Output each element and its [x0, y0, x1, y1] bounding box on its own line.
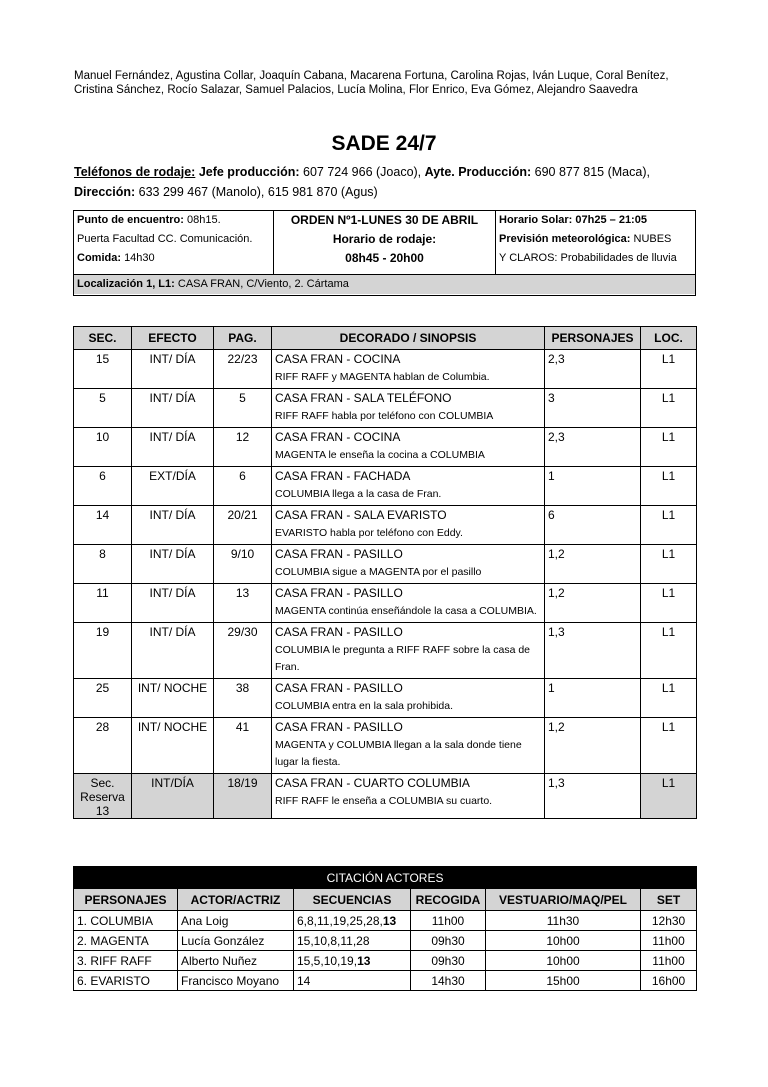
scene-personajes: 3 — [545, 389, 641, 428]
scenes-table — [73, 326, 697, 819]
actor-secuencias: 15,10,8,11,28 — [297, 933, 370, 948]
scene-decorado-cell — [272, 545, 545, 584]
scene-personajes: 1 — [545, 679, 641, 718]
forecast-line2: Y CLAROS: Probabilidades de lluvia — [499, 252, 677, 264]
scene-loc: L1 — [641, 506, 697, 545]
scene-personajes: 6 — [545, 506, 641, 545]
actor-vestuario: 15h00 — [486, 971, 641, 991]
col-actor: ACTOR/ACTRIZ — [178, 889, 294, 911]
scene-loc: L1 — [641, 545, 697, 584]
page-title: SADE 24/7 — [331, 132, 437, 155]
jefe-label: Jefe producción: — [198, 165, 300, 179]
actor-name: Ana Loig — [178, 911, 294, 931]
actor-row — [74, 911, 697, 931]
meal-label: Comida: — [77, 252, 121, 264]
col-secuencias: SECUENCIAS — [294, 889, 411, 911]
scene-pag: 9/10 — [214, 545, 272, 584]
actor-personaje: 3. RIFF RAFF — [74, 951, 178, 971]
scene-sinopsis: EVARISTO habla por teléfono con Eddy. — [275, 527, 463, 539]
scene-pag: 13 — [214, 584, 272, 623]
scene-pag: 38 — [214, 679, 272, 718]
direccion-value: 633 299 467 (Manolo), 615 981 870 (Agus) — [138, 184, 378, 199]
actor-name: Francisco Moyano — [178, 971, 294, 991]
scene-loc: L1 — [641, 389, 697, 428]
scene-decorado-cell — [272, 623, 545, 679]
actors-header-row — [74, 889, 697, 911]
crew-list: Manuel Fernández, Agustina Collar, Joaquín Cabana, Macarena Fortuna, Carolina Rojas, Iván Luque, Coral Benítez, Cristina Sánchez, Rocío Salazar, Samuel Palacios, Lucía Molina, Flor Enrico, Eva Gómez, Alejandro Saavedra — [74, 70, 669, 96]
scene-efecto: INT/ DÍA — [132, 428, 214, 467]
actor-secuencias: 6,8,11,19,25,28, — [297, 913, 383, 928]
actor-recogida: 09h30 — [411, 951, 486, 971]
ayte-value: 690 877 815 (Maca), — [534, 165, 650, 179]
scene-row — [74, 584, 697, 623]
location-label: Localización 1, L1: — [77, 278, 175, 290]
scene-efecto: INT/ NOCHE — [132, 718, 214, 774]
scene-sec: 28 — [74, 718, 132, 774]
col-set: SET — [641, 889, 697, 911]
scene-decorado-cell — [272, 679, 545, 718]
col-sec: SEC. — [74, 327, 132, 350]
actor-secuencias-cell — [294, 911, 411, 931]
scene-sec: 14 — [74, 506, 132, 545]
meeting-value: 08h15. — [187, 214, 221, 226]
scene-pag: 12 — [214, 428, 272, 467]
solar-label: Horario Solar: 07h25 – 21:05 — [499, 214, 647, 226]
scene-pag: 22/23 — [214, 350, 272, 389]
col-recogida: RECOGIDA — [411, 889, 486, 911]
scene-decorado: CASA FRAN - COCINA — [275, 352, 401, 366]
scene-sec: 15 — [74, 350, 132, 389]
scene-loc: L1 — [641, 428, 697, 467]
actor-name: Alberto Nuñez — [178, 951, 294, 971]
scene-personajes: 2,3 — [545, 428, 641, 467]
col-decorado: DECORADO / SINOPSIS — [272, 327, 545, 350]
phone-block — [74, 163, 704, 202]
scene-sinopsis: MAGENTA continúa enseñándole la casa a COLUMBIA. — [275, 605, 537, 617]
scene-pag: 41 — [214, 718, 272, 774]
scene-decorado-cell — [272, 428, 545, 467]
scene-efecto: INT/ DÍA — [132, 350, 214, 389]
scene-row — [74, 545, 697, 584]
scene-loc: L1 — [641, 584, 697, 623]
location-value: CASA FRAN, C/Viento, 2. Cártama — [177, 278, 349, 290]
actor-recogida: 11h00 — [411, 911, 486, 931]
meeting-place: Puerta Facultad CC. Comunicación. — [77, 233, 253, 245]
actor-row — [74, 931, 697, 951]
actor-recogida: 09h30 — [411, 931, 486, 951]
actor-row — [74, 951, 697, 971]
scene-sec: 25 — [74, 679, 132, 718]
order-column — [274, 211, 496, 274]
scene-loc: L1 — [641, 623, 697, 679]
actor-set: 11h00 — [641, 931, 697, 951]
scene-personajes: 1,2 — [545, 545, 641, 584]
call-info-box — [73, 210, 696, 296]
scene-row — [74, 428, 697, 467]
scene-sec: 5 — [74, 389, 132, 428]
actor-secuencias-cell — [294, 931, 411, 951]
scene-decorado-cell — [272, 584, 545, 623]
actor-set: 11h00 — [641, 951, 697, 971]
actor-name: Lucía González — [178, 931, 294, 951]
scene-personajes: 1 — [545, 467, 641, 506]
scene-decorado: CASA FRAN - PASILLO — [275, 547, 403, 561]
jefe-value: 607 724 966 (Joaco), — [303, 165, 422, 179]
scene-personajes: 1,3 — [545, 623, 641, 679]
scene-decorado-cell — [272, 506, 545, 545]
scene-decorado: CASA FRAN - CUARTO COLUMBIA — [275, 776, 470, 790]
meal-value: 14h30 — [124, 252, 155, 264]
scene-row — [74, 506, 697, 545]
scene-pag: 20/21 — [214, 506, 272, 545]
scene-sinopsis: RIFF RAFF le enseña a COLUMBIA su cuarto. — [275, 795, 493, 807]
scene-row — [74, 623, 697, 679]
scene-decorado: CASA FRAN - PASILLO — [275, 720, 403, 734]
actor-secuencias-cell — [294, 951, 411, 971]
col-personajes: PERSONAJES — [545, 327, 641, 350]
scene-decorado-cell — [272, 774, 545, 819]
scene-efecto: INT/ DÍA — [132, 623, 214, 679]
scene-efecto: INT/ NOCHE — [132, 679, 214, 718]
scene-pag: 6 — [214, 467, 272, 506]
col-pag: PAG. — [214, 327, 272, 350]
forecast-label: Previsión meteorológica: — [499, 233, 631, 245]
scene-decorado: CASA FRAN - SALA TELÉFONO — [275, 391, 452, 405]
scene-row — [74, 774, 697, 819]
scene-personajes: 2,3 — [545, 350, 641, 389]
scene-sinopsis: MAGENTA le enseña la cocina a COLUMBIA — [275, 449, 485, 461]
scene-efecto: INT/DÍA — [132, 774, 214, 819]
scene-decorado-cell — [272, 389, 545, 428]
actor-secuencias: 14 — [297, 973, 311, 988]
scene-decorado-cell — [272, 467, 545, 506]
scene-sec: 11 — [74, 584, 132, 623]
scene-loc: L1 — [641, 718, 697, 774]
scene-row — [74, 718, 697, 774]
direccion-label: Dirección: — [74, 184, 136, 199]
scene-row — [74, 679, 697, 718]
scene-decorado: CASA FRAN - PASILLO — [275, 625, 403, 639]
order-title: ORDEN Nº1-LUNES 30 DE ABRIL — [290, 213, 479, 227]
actor-set: 12h30 — [641, 911, 697, 931]
phones-label: Teléfonos de rodaje: — [74, 165, 196, 179]
scene-sinopsis: MAGENTA y COLUMBIA llegan a la sala donde tiene lugar la fiesta. — [275, 739, 522, 768]
scene-decorado-cell — [272, 718, 545, 774]
scene-loc: L1 — [641, 467, 697, 506]
weather-column — [496, 211, 695, 274]
scene-loc: L1 — [641, 679, 697, 718]
scene-row — [74, 350, 697, 389]
col-personajes: PERSONAJES — [74, 889, 178, 911]
col-vestuario: VESTUARIO/MAQ/PEL — [486, 889, 641, 911]
actor-personaje: 2. MAGENTA — [74, 931, 178, 951]
forecast-value: NUBES — [633, 233, 672, 245]
scene-efecto: INT/ DÍA — [132, 506, 214, 545]
scene-personajes: 1,2 — [545, 718, 641, 774]
scene-sec: 10 — [74, 428, 132, 467]
scene-decorado: CASA FRAN - FACHADA — [275, 469, 411, 483]
actor-recogida: 14h30 — [411, 971, 486, 991]
col-efecto: EFECTO — [132, 327, 214, 350]
scene-personajes: 1,3 — [545, 774, 641, 819]
actor-secuencias-bold: 13 — [357, 953, 371, 968]
actors-title: CITACIÓN ACTORES — [74, 867, 697, 889]
scene-sec: 8 — [74, 545, 132, 584]
scene-pag: 5 — [214, 389, 272, 428]
scene-sinopsis: RIFF RAFF y MAGENTA hablan de Columbia. — [275, 371, 490, 383]
actor-set: 16h00 — [641, 971, 697, 991]
scene-decorado: CASA FRAN - PASILLO — [275, 681, 403, 695]
scene-personajes: 1,2 — [545, 584, 641, 623]
scene-decorado: CASA FRAN - COCINA — [275, 430, 401, 444]
schedule-value: 08h45 - 20h00 — [345, 251, 424, 265]
scene-loc: L1 — [641, 350, 697, 389]
actors-table — [73, 866, 697, 991]
scene-row — [74, 389, 697, 428]
location-bar — [74, 274, 695, 294]
actor-vestuario: 11h30 — [486, 911, 641, 931]
scene-pag: 18/19 — [214, 774, 272, 819]
scene-sec: 6 — [74, 467, 132, 506]
col-loc: LOC. — [641, 327, 697, 350]
meeting-label: Punto de encuentro: — [77, 214, 184, 226]
actor-vestuario: 10h00 — [486, 931, 641, 951]
ayte-label: Ayte. Producción: — [424, 165, 532, 179]
actor-secuencias-cell — [294, 971, 411, 991]
actor-secuencias-bold: 13 — [382, 913, 397, 928]
scene-efecto: INT/ DÍA — [132, 584, 214, 623]
scene-sinopsis: COLUMBIA llega a la casa de Fran. — [275, 488, 442, 500]
scene-sinopsis: COLUMBIA le pregunta a RIFF RAFF sobre la casa de Fran. — [275, 644, 531, 673]
schedule-label: Horario de rodaje: — [332, 232, 437, 246]
scene-decorado: CASA FRAN - SALA EVARISTO — [275, 508, 447, 522]
scene-decorado-cell — [272, 350, 545, 389]
scene-sinopsis: COLUMBIA entra en la sala prohibida. — [275, 700, 454, 712]
scene-decorado: CASA FRAN - PASILLO — [275, 586, 403, 600]
scene-sec: 19 — [74, 623, 132, 679]
actor-personaje: 6. EVARISTO — [74, 971, 178, 991]
scenes-header-row — [74, 327, 697, 350]
scene-sinopsis: RIFF RAFF habla por teléfono con COLUMBIA — [275, 410, 494, 422]
scene-efecto: INT/ DÍA — [132, 389, 214, 428]
actor-vestuario: 10h00 — [486, 951, 641, 971]
actor-row — [74, 971, 697, 991]
actor-personaje: 1. COLUMBIA — [74, 911, 178, 931]
scene-sec: Sec. Reserva 13 — [74, 774, 132, 819]
scene-row — [74, 467, 697, 506]
scene-pag: 29/30 — [214, 623, 272, 679]
meeting-column — [74, 211, 274, 274]
scene-loc: L1 — [641, 774, 697, 819]
scene-efecto: INT/ DÍA — [132, 545, 214, 584]
scene-efecto: EXT/DÍA — [132, 467, 214, 506]
scene-sinopsis: COLUMBIA sigue a MAGENTA por el pasillo — [275, 566, 482, 578]
actor-secuencias: 15,5,10,19, — [297, 953, 358, 968]
